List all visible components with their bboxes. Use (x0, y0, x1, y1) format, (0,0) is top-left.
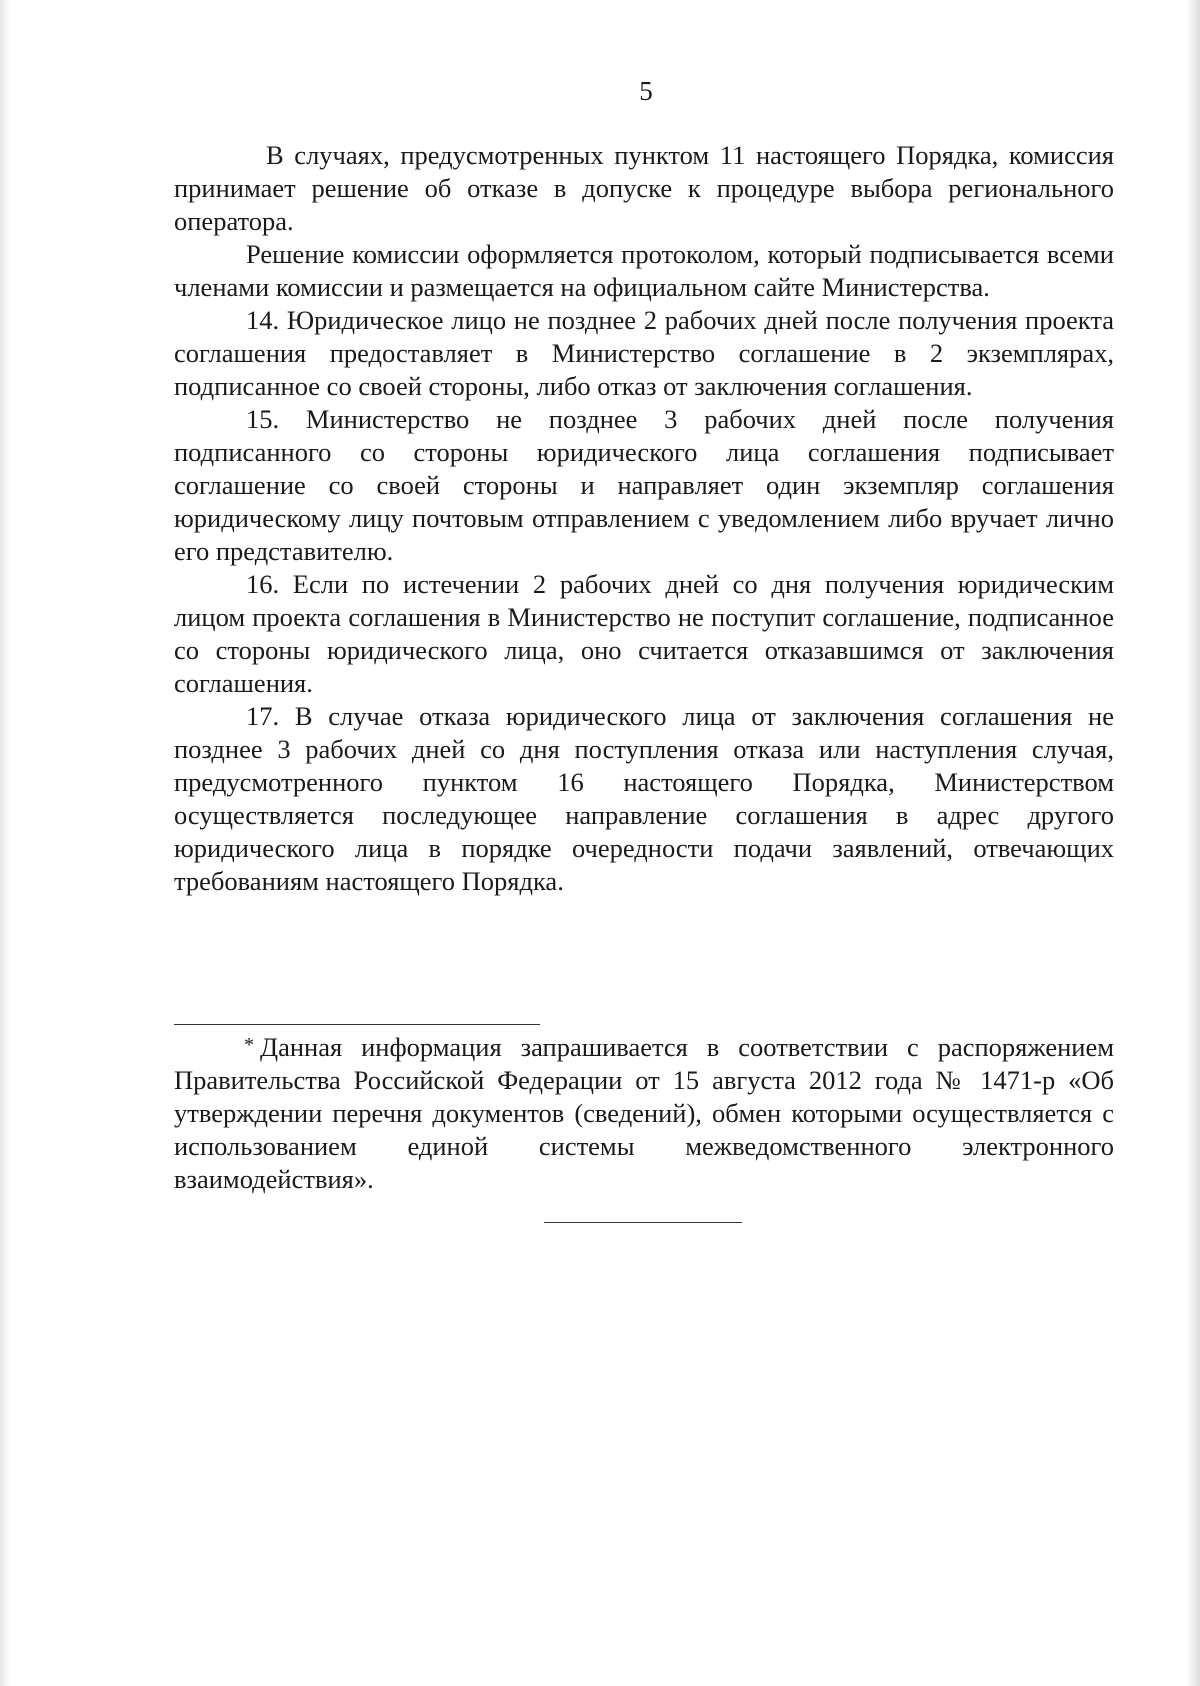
scan-edge-right (1186, 0, 1200, 1686)
footnote (174, 1029, 1114, 1196)
end-of-document-line (544, 1222, 742, 1223)
paragraph-item-17: 17. В случае отказа юридического лица от заключения соглашения не позднее 3 рабочих дней со дня поступления отказа или наступления случая, предусмотренного пунктом 16 настоящего Порядка, Министерством осуществляется последующее направление соглашения в адрес другого юридического лица в порядке очередности подачи заявлений, отвечающих требованиям настоящего Порядка. (174, 701, 1114, 896)
paragraph-commission-decision: Решение комиссии оформляется протоколом, который подписывается всеми членами комиссии и размещается на официальном сайте Министерства. (174, 239, 1114, 302)
paragraph-refusal-cases: В случаях, предусмотренных пунктом 11 настоящего Порядка, комиссия принимает решение об отказе в допуске к процедуре выбора регионального оператора. (174, 140, 1114, 236)
footnote-text: Данная информация запрашивается в соответствии с распоряжением Правительства Российской Федерации от 15 августа 2012 года № 1471-р «Об утверждении перечня документов (сведений), обмен которыми осуществляется с использованием единой системы межведомственного электронного взаимодействия». (174, 1032, 1114, 1194)
footnote-marker: * (244, 1034, 254, 1056)
footnote-separator (174, 1024, 540, 1025)
page-number: 5 (639, 76, 653, 106)
scan-edge-left (0, 0, 10, 1686)
paragraph-item-15: 15. Министерство не позднее 3 рабочих дней после получения подписанного со стороны юридического лица соглашения подписывает соглашение со своей стороны и направляет один экземпляр соглашения юридическому лицу почтовым отправлением с уведомлением либо вручает лично его представителю. (174, 404, 1114, 566)
document-body (174, 139, 1114, 898)
paragraph-item-16: 16. Если по истечении 2 рабочих дней со дня получения юридическим лицом проекта соглашения в Министерство не поступит соглашение, подписанное со стороны юридического лица, оно считается отказавшимся от заключения соглашения. (174, 569, 1114, 698)
paragraph-item-14: 14. Юридическое лицо не позднее 2 рабочих дней после получения проекта соглашения предоставляет в Министерство соглашение в 2 экземплярах, подписанное со своей стороны, либо отказ от заключения соглашения. (174, 305, 1114, 401)
